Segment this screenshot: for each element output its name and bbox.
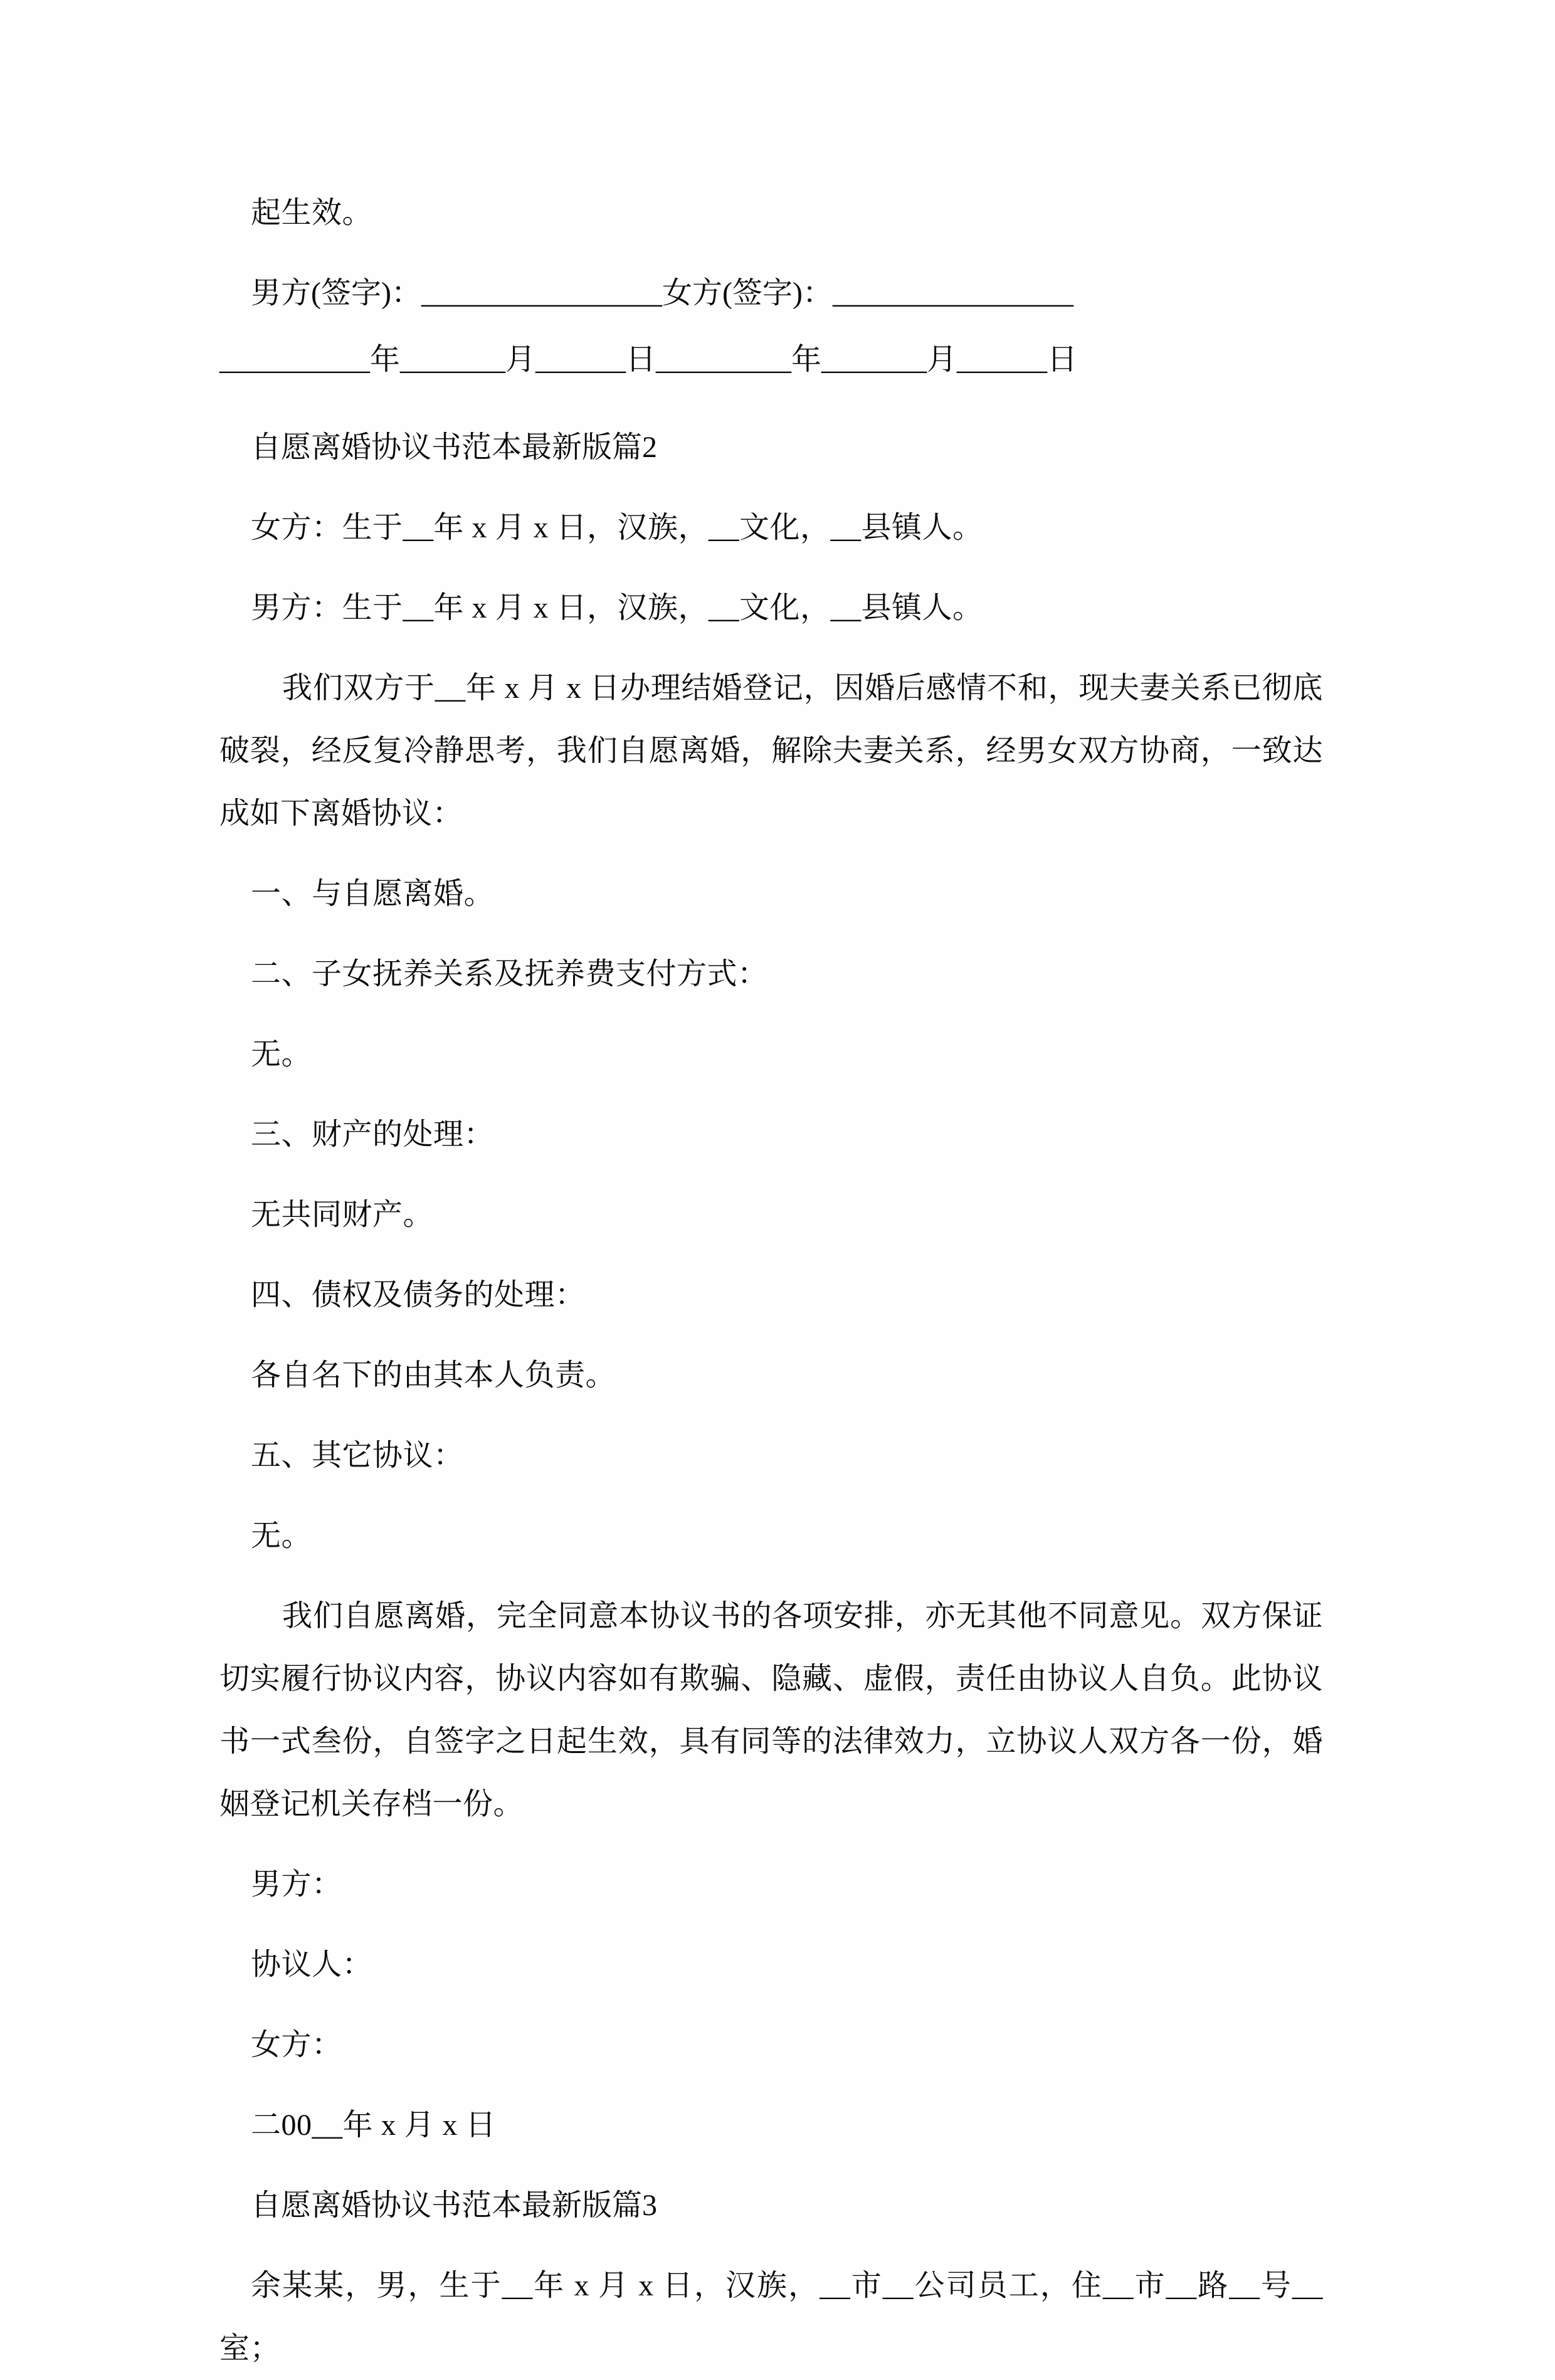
closing-paragraph-2: 我们自愿离婚，完全同意本协议书的各项安排，亦无其他不同意见。双方保证切实履行协议内容，协议内容如有欺骗、隐藏、虚假，责任由协议人自负。此协议书一式叁份，自签字之日起生效，具有同等的法律效力，立协议人双方各一份，婚姻登记机关存档一份。 [219,1599,1323,1821]
party-male-info-2: 男方：生于__年 x 月 x 日，汉族，__文化，__县镇人。 [251,591,983,624]
clause-4-title: 四、债权及债务的处理： [251,1278,586,1312]
signature-line: 男方(签字)：________________女方(签字)：________________ [251,276,1073,310]
signature-agreer-label-2: 协议人： [251,1948,373,1981]
section-heading-2: 自愿离婚协议书范本最新版篇2 [251,431,658,464]
continued-text-line: 起生效。 [251,196,373,229]
clause-3-content: 无共同财产。 [251,1198,434,1231]
party-female-info-2: 女方：生于__年 x 月 x 日，汉族，__文化，__县镇人。 [251,511,983,544]
clause-3-title: 三、财产的处理： [251,1118,495,1151]
section-heading-3: 自愿离婚协议书范本最新版篇3 [251,2189,658,2222]
signature-female-label-2: 女方： [251,2028,342,2061]
signature-date-line: __________年_______月______日_________年_______月______日 [219,343,1078,376]
party-male-info-3: 余某某，男，生于__年 x 月 x 日，汉族，__市__公司员工，住__市__路__号__室； [219,2269,1323,2365]
signature-male-label-2: 男方： [251,1868,342,1901]
clause-2-content: 无。 [251,1038,312,1071]
clause-5-title: 五、其它协议： [251,1439,464,1472]
clause-1-title: 一、与自愿离婚。 [251,877,495,910]
clause-4-content: 各自名下的由其本人负责。 [251,1359,616,1392]
preamble-paragraph-2: 我们双方于__年 x 月 x 日办理结婚登记，因婚后感情不和，现夫妻关系已彻底破裂，经反复冷静思考，我们自愿离婚，解除夫妻关系，经男女双方协商，一致达成如下离婚协议： [219,671,1323,830]
clause-2-title: 二、子女抚养关系及抚养费支付方式： [251,957,768,991]
signature-date-2: 二00__年 x 月 x 日 [251,2109,497,2142]
clause-5-content: 无。 [251,1519,312,1552]
